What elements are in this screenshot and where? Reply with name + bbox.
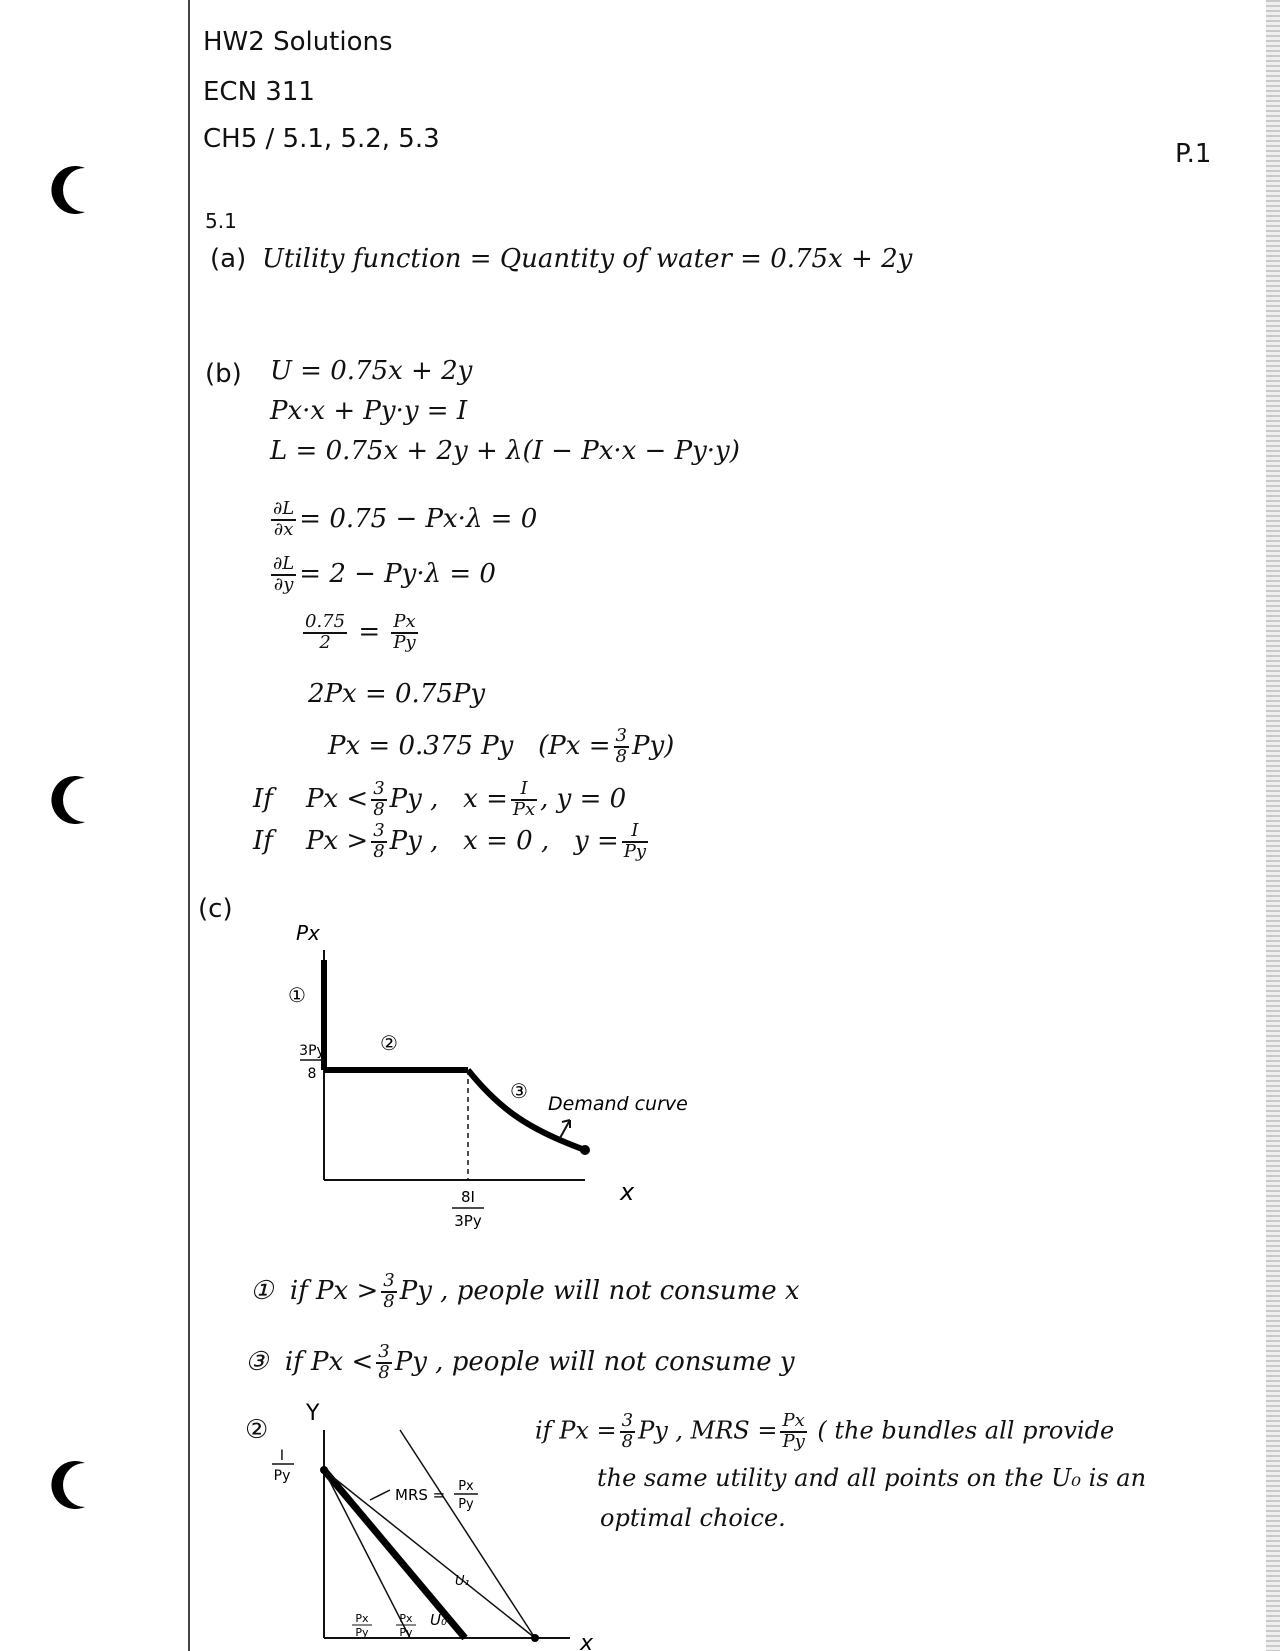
page-number: P.1 [1175,139,1212,169]
y-tick-numerator: I [279,1448,285,1464]
part-a-label: (a) [210,244,247,274]
foc-x: $\frac{\partial L}{\partial x}$ = 0.75 − Px·λ = 0 [273,498,538,540]
case-1: If Px < $\frac{3}{8}$ Py , x = $\frac{I}{Px}$ , y = 0 [253,778,627,820]
y-axis-label: Px [296,921,320,945]
mrs-label: MRS = [395,1486,446,1504]
binder-hole-icon [40,160,100,220]
region-1-marker: ① [288,983,306,1007]
y-tick-denominator: Py [273,1468,291,1484]
x-tick-numerator: 8I [461,1188,475,1206]
demand-curve-label: Demand curve [548,1093,688,1115]
region-2-marker: ② [380,1031,398,1055]
slope2-numerator: Px [399,1612,413,1625]
result-equation: Px = 0.375 Py (Px = $\frac{3}{8}$ Py) [328,725,675,767]
header-course: ECN 311 [203,77,315,107]
u1-label: U₁ [455,1574,470,1589]
demand-curve-graph [270,920,710,1240]
y-tick-denominator: 8 [307,1066,317,1082]
binder-hole-icon [40,1455,100,1515]
note-2-line-1: if Px = $\frac{3}{8}$ Py , MRS = $\frac{Px}{Py}$ ( the bundles all provide [535,1410,1115,1452]
slope1-numerator: Px [355,1612,369,1625]
part-a-text: Utility function = Quantity of water = 0.75x + 2y [262,244,913,274]
x-tick-denominator: 3Py [454,1212,482,1230]
pointer-arrow-icon [370,1490,390,1500]
x-axis-label: x [620,1178,635,1206]
slope2-denominator: Py [399,1626,413,1639]
indifference-u1-line [400,1430,535,1638]
x-axis-label: x [580,1631,594,1651]
y-tick-numerator: 3Py [299,1043,325,1059]
page-edge [1266,0,1280,1651]
header-title: HW2 Solutions [203,27,393,57]
section-label: 5.1 [205,209,237,233]
header-chapter: CH5 / 5.1, 5.2, 5.3 [203,124,440,154]
scaled-equation: 2Px = 0.75Py [308,679,486,709]
note-1: ① if Px > $\frac{3}{8}$ Py , people will not consume x [250,1270,800,1312]
note-2-line-2: the same utility and all points on the U₀ is an [597,1464,1147,1492]
binder-hole-icon [40,770,100,830]
note-2-line-3: optimal choice. [600,1504,786,1532]
lagrangian-equation: L = 0.75x + 2y + λ(I − Px·x − Py·y) [270,436,740,466]
utility-equation: U = 0.75x + 2y [270,356,473,386]
mrs-numerator: Px [458,1479,474,1494]
u0-label: U₀ [430,1611,447,1629]
foc-y: $\frac{\partial L}{\partial y}$ = 2 − Py·λ = 0 [273,553,496,595]
margin-line [188,0,190,1651]
budget-equation: Px·x + Py·y = I [270,396,468,426]
part-b-label: (b) [205,359,242,389]
slope1-denominator: Py [355,1626,369,1639]
x-intercept-dot [531,1634,539,1642]
mrs-denominator: Py [458,1497,474,1512]
part-c-label: (c) [198,894,233,924]
arrow-icon [560,1120,570,1138]
price-ratio: $\frac{0.75}{2}$ = $\frac{Px}{Py}$ [305,611,416,653]
case-2: If Px > $\frac{3}{8}$ Py , x = 0 , y = $\frac{I}{Py}$ [253,820,647,862]
curve-end-dot [580,1145,590,1155]
y-axis-label: Y [306,1401,320,1426]
note-3: ③ if Px < $\frac{3}{8}$ Py , people will not consume y [245,1341,795,1383]
note-2-marker: ② [245,1415,269,1445]
intercept-dot [320,1466,328,1474]
region-3-marker: ③ [510,1079,528,1103]
